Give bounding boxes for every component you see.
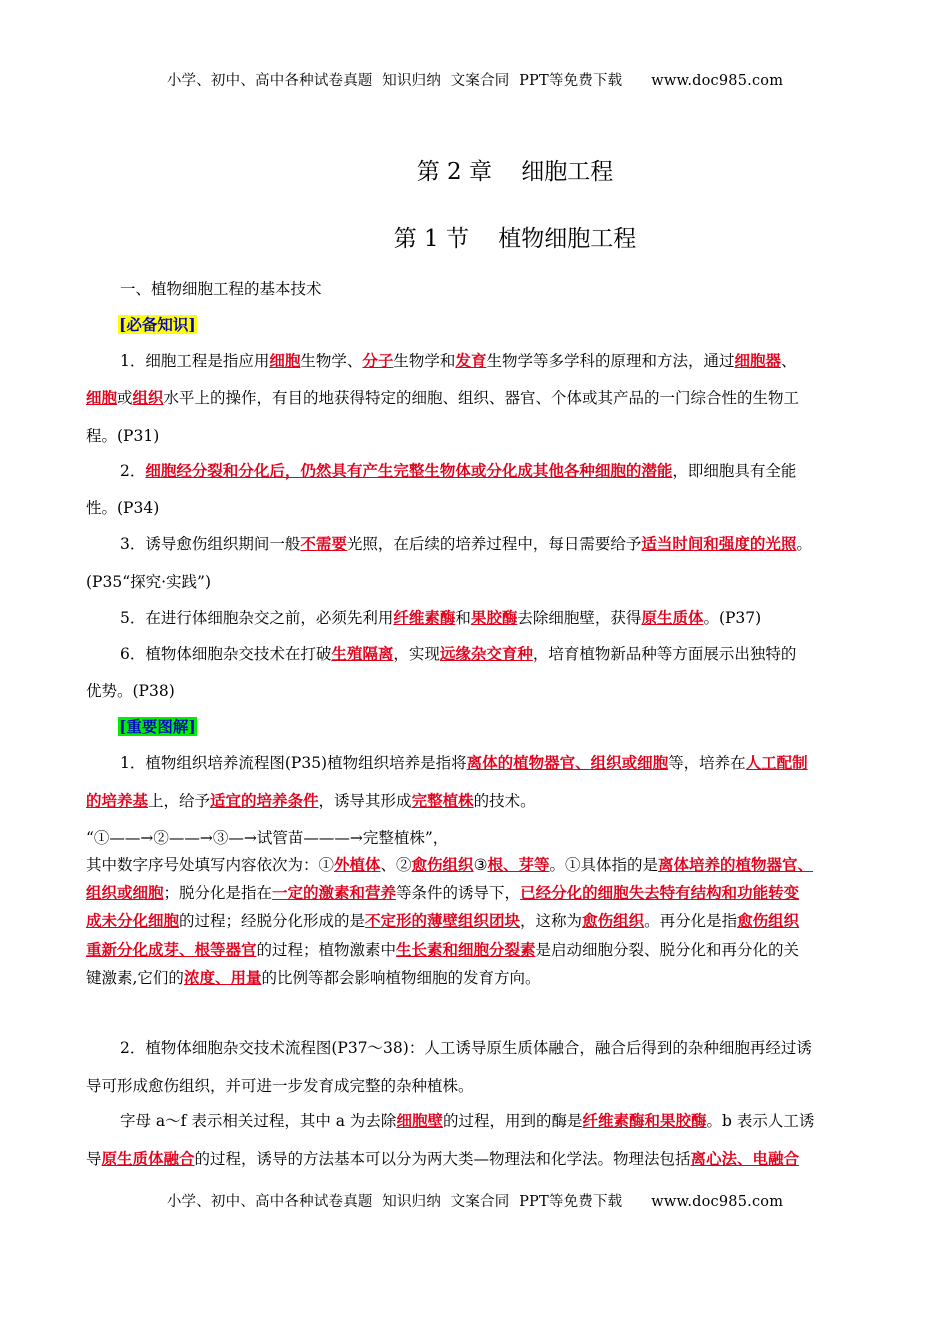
answer-text: 细胞器 <box>734 351 781 370</box>
text-line <box>120 461 796 481</box>
answer-text: 细胞 <box>269 351 301 370</box>
answer-text: 外植体 <box>334 855 381 874</box>
body-text: ，这称为 <box>520 912 583 930</box>
body-text: (P35“探究·实践”) <box>86 573 212 591</box>
text-line <box>86 498 159 518</box>
answer-text: 适宜的培养条件 <box>210 791 319 810</box>
text-line <box>86 883 799 903</box>
answer-text: 的培养基 <box>86 791 149 810</box>
answer-text: 细胞壁 <box>396 1111 443 1130</box>
text-line <box>86 968 540 988</box>
answer-text: 成未分化细胞 <box>86 911 180 930</box>
body-text: 2． <box>120 462 146 480</box>
answer-text: 离体的植物器官、组织或细胞 <box>466 753 669 772</box>
body-text: 生物学和 <box>393 352 456 370</box>
body-text: 去除细胞壁，获得 <box>517 609 642 627</box>
body-text: 3．诱导愈伤组织期间一般 <box>120 535 301 553</box>
text-line <box>86 940 799 960</box>
body-text: 的比例等都会影响植物细胞的发育方向。 <box>261 969 541 987</box>
text-line <box>86 572 211 592</box>
answer-text: 生殖隔离 <box>331 644 394 663</box>
body-text: 是启动细胞分裂、脱分化和再分化的关 <box>535 941 800 959</box>
page-header: 小学、初中、高中各种试卷真题 知识归纳 文案合同 PPT等免费下载 www.doc985.com <box>166 73 784 89</box>
body-text: 字母 a～f 表示相关过程，其中 a 为去除 <box>120 1112 397 1130</box>
body-text: 2．植物体细胞杂交技术流程图(P37～38)：人工诱导原生质体融合，融合后得到的杂种细胞再经过诱 <box>120 1039 812 1057</box>
body-text: 的过程；植物激素中 <box>256 941 397 959</box>
section-heading: 一、植物细胞工程的基本技术 <box>120 280 322 298</box>
answer-text: 果胶酶 <box>470 608 518 627</box>
answer-text: 不定形的薄壁组织团块 <box>365 911 521 930</box>
body-text: 生物学、 <box>300 352 363 370</box>
tag-essential-knowledge-label: [必备知识] <box>119 315 196 334</box>
answer-text: 已经分化的细胞失去特有结构和功能转变 <box>520 883 800 902</box>
body-text: 的技术。 <box>473 792 536 810</box>
page-footer: 小学、初中、高中各种试卷真题 知识归纳 文案合同 PPT等免费下载 www.doc985.com <box>166 1194 784 1210</box>
text-line <box>86 855 813 875</box>
body-text: “①——→②——→③—→试管苗———→完整植株”， <box>86 829 449 847</box>
section-title: 第 1 节 植物细胞工程 <box>393 226 637 252</box>
tag-key-diagrams-label: [重要图解] <box>119 717 196 736</box>
answer-text: 纤维素酶 <box>393 608 456 627</box>
answer-text: 细胞经分裂和分化后，仍然具有产生完整生物体或分化成其他各种细胞的潜能 <box>145 461 673 480</box>
body-text: 导可形成愈伤组织，并可进一步发育成完整的杂种植株。 <box>86 1077 474 1095</box>
body-text: 等，培养在 <box>668 754 746 772</box>
body-text: ，诱导其形成 <box>318 792 412 810</box>
text-line <box>86 911 799 931</box>
answer-text: 愈伤组织 <box>411 855 474 874</box>
answer-text: 离体培养的植物器官、 <box>658 855 814 874</box>
body-text: 光照，在后续的培养过程中，每日需要给予 <box>346 535 642 553</box>
text-line <box>86 1149 799 1169</box>
body-text: 。再分化是指 <box>644 912 738 930</box>
body-text: 键激素,它们的 <box>86 969 184 987</box>
body-text: 的过程；经脱分化形成的是 <box>179 912 366 930</box>
answer-text: 原生质体 <box>641 608 704 627</box>
answer-text: 浓度、用量 <box>183 968 262 987</box>
answer-text: 根、芽等 <box>487 855 550 874</box>
body-text: 生物学等多学科的原理和方法，通过 <box>486 352 735 370</box>
body-text: 。(P37) <box>703 609 762 627</box>
body-text: 其中数字序号处填写内容依次为：① <box>86 856 335 874</box>
tag-key-diagrams <box>118 717 197 737</box>
text-line <box>120 753 808 773</box>
text-line <box>120 534 812 554</box>
answer-text: 远缘杂交育种 <box>439 644 533 663</box>
answer-text: 愈伤组织 <box>582 911 645 930</box>
tag-essential-knowledge <box>118 315 197 335</box>
body-text: ，培育植物新品种等方面展示出独特的 <box>532 645 797 663</box>
answer-text: 完整植株 <box>411 791 474 810</box>
answer-text: 适当时间和强度的光照 <box>641 534 797 553</box>
text-line <box>120 1111 814 1131</box>
body-text: ③ <box>473 856 488 874</box>
body-text: ，实现 <box>393 645 440 663</box>
body-text: 优势。(P38) <box>86 682 175 700</box>
body-text: 。 <box>796 535 812 553</box>
body-text: 。b 表示人工诱 <box>706 1112 815 1130</box>
body-text: ；脱分化是指在 <box>163 884 273 902</box>
text-line <box>86 681 175 701</box>
body-text: 5．在进行体细胞杂交之前，必须先利用 <box>120 609 394 627</box>
answer-text: 纤维素酶和果胶酶 <box>582 1111 707 1130</box>
answer-text: 人工配制 <box>745 753 808 772</box>
answer-text: 离心法、电融合 <box>690 1149 800 1168</box>
body-text: 6．植物体细胞杂交技术在打破 <box>120 645 332 663</box>
answer-text: 发育 <box>455 351 487 370</box>
text-line <box>86 426 159 446</box>
body-text: 和 <box>455 609 471 627</box>
text-line <box>120 1038 812 1058</box>
text-line <box>86 388 799 408</box>
body-text: 、② <box>380 856 412 874</box>
body-text: 上，给予 <box>148 792 211 810</box>
answer-text: 原生质体融合 <box>101 1149 195 1168</box>
body-text: 、 <box>780 352 797 370</box>
text-line <box>120 351 797 371</box>
answer-text: 分子 <box>362 351 394 370</box>
answer-text: 重新分化成芽、根等器官 <box>86 940 257 959</box>
text-line <box>120 644 796 664</box>
body-text: 1．植物组织培养流程图(P35)植物组织培养是指将 <box>120 754 467 772</box>
body-text: 或 <box>117 389 133 407</box>
body-text: ，即细胞具有全能 <box>672 462 797 480</box>
body-text: 。①具体指的是 <box>549 856 658 874</box>
answer-text: 组织 <box>132 388 164 407</box>
body-text: 导 <box>86 1150 102 1168</box>
answer-text: 组织或细胞 <box>86 883 164 902</box>
answer-text: 愈伤组织 <box>737 911 800 930</box>
body-text: 的过程，诱导的方法基本可以分为两大类—物理法和化学法。物理法包括 <box>194 1150 691 1168</box>
body-text: 程。(P31) <box>86 427 160 445</box>
chapter-title: 第 2 章 细胞工程 <box>416 159 614 185</box>
text-line <box>86 828 448 848</box>
body-text: 性。(P34) <box>86 499 160 517</box>
text-line <box>120 608 761 628</box>
body-text: 1．细胞工程是指应用 <box>120 352 270 370</box>
body-text: 的过程，用到的酶是 <box>442 1112 583 1130</box>
body-text: 水平上的操作，有目的地获得特定的细胞、组织、器官、个体或其产品的一门综合性的生物工 <box>163 389 800 407</box>
text-line <box>86 1076 474 1096</box>
answer-text: 细胞 <box>86 388 118 407</box>
text-line <box>86 791 536 811</box>
answer-text: 一定的激素和营养 <box>272 883 397 902</box>
answer-text: 生长素和细胞分裂素 <box>396 940 536 959</box>
answer-text: 不需要 <box>300 534 347 553</box>
body-text: 等条件的诱导下， <box>396 884 521 902</box>
